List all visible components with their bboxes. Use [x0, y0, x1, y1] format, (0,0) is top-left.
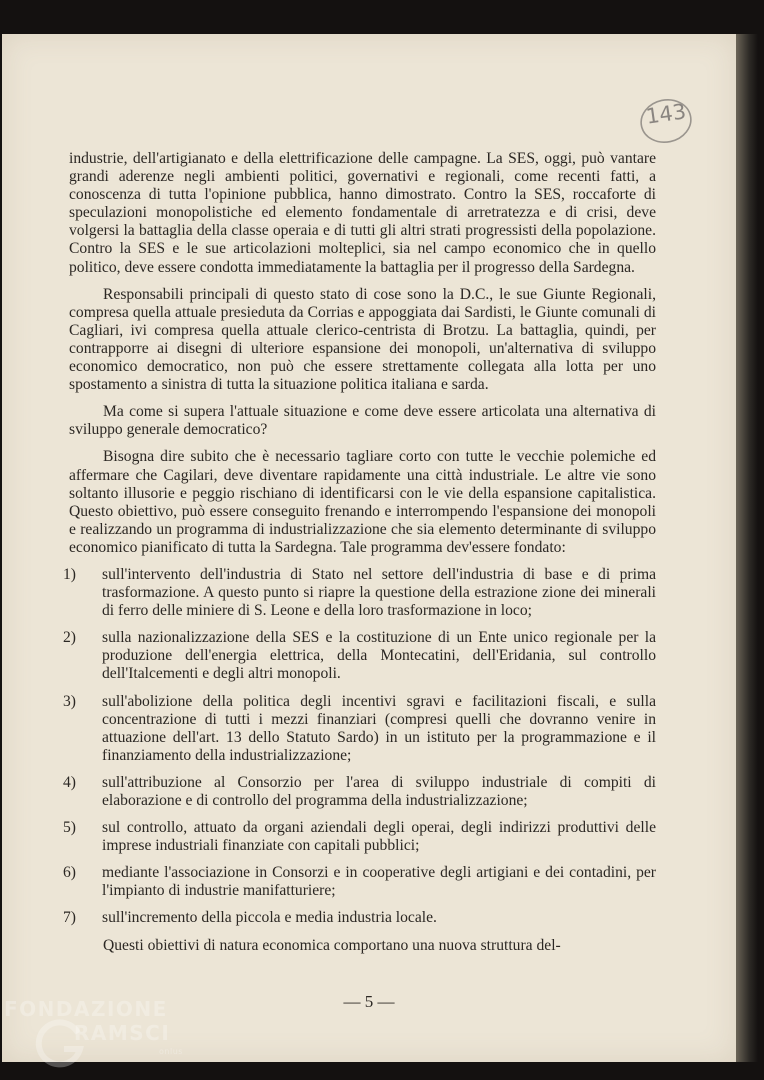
page-number: — 5 —	[343, 992, 395, 1011]
book-spine-shadow	[736, 34, 758, 1062]
list-item-number: 3)	[63, 692, 76, 710]
list-item	[63, 909, 656, 927]
list-item-number: 7)	[63, 909, 76, 927]
list-item-number: 4)	[63, 773, 76, 791]
closing-line: Questi obiettivi di natura economica comportano una nuova struttura del-	[103, 936, 561, 954]
paragraph: Bisogna dire subito che è necessario tagliare corto con tutte le vecchie polemiche ed affermare che Cagilari, deve diventare rapidamente una città industriale. Le altre vie sono soltanto illusorie e peggio rischiano di identificarsi con le vie della espansione capitalistica. Questo obiettivo, può essere conseguito frenando e interrompendo l'espansione dei monopoli e realizzando un programma di industrializzazione che sia elemento determinante di sviluppo economico pianificato di tutta la Sardegna. Tale programma dev'essere fondato:	[69, 448, 656, 556]
list-item-number: 1)	[63, 565, 76, 583]
archive-number: 143	[644, 99, 688, 129]
list-item	[63, 819, 656, 855]
list-item-text: sull'incremento della piccola e media industria locale.	[102, 909, 437, 927]
list-item-text: sulla nazionalizzazione della SES e la costituzione di un Ente unico regionale per la produzione dell'energia elettrica, della Montecatini, dell'Eridania, sul controllo dell'Italcementi e degli altri monopoli.	[102, 629, 656, 683]
watermark-line-2: RAMSCI	[74, 1021, 171, 1045]
body-text	[63, 150, 656, 964]
document-page	[2, 34, 736, 1062]
archive-page-mark	[638, 96, 694, 146]
list-item-number: 5)	[63, 819, 76, 837]
list-item-text: mediante l'associazione in Consorzi e in cooperative degli artigiani e dei contadini, per l'impianto di industrie manifatturiere;	[102, 864, 656, 900]
list-item-text: sull'intervento dell'industria di Stato nel settore dell'industria di base e di prima trasformazione. A questo punto si riapre la questione della estrazione zione dei minerali di ferro delle miniere di S. Leone e della loro trasformazione in loco;	[102, 565, 656, 620]
list-item	[63, 629, 656, 683]
program-points-list	[63, 565, 656, 928]
paragraph: industrie, dell'artigianato e della elettrificazione delle campagne. La SES, oggi, può vantare grandi aderenze negli ambienti politici, governativi e regionali, come recenti fatti, a conoscenza di tutta l'opinione pubblica, hanno dimostrato. Contro la SES, roccaforte di speculazioni monopolistiche ed elemento fondamentale di arretratezza e di crisi, deve volgersi la battaglia della classe operaia e di tutti gli altri strati progressisti della popolazione. Contro la SES e le sue articolazioni molteplici, sia nel campo economico che in quello politico, deve essere condotta immediatamente la battaglia per il progresso della Sardegna.	[69, 150, 656, 276]
list-item-text: sul controllo, attuato da organi aziendali degli operai, degli indirizzi produttivi delle imprese industriali finanziate con capitali pubblici;	[102, 819, 656, 855]
list-item-text: sull'abolizione della politica degli incentivi sgravi e facilitazioni fiscali, e sulla concentrazione di tutti i mezzi finanziari (compresi quelli che dovranno venire in attuazione dell'art. 13 dello Statuto Sardo) in un istituto per la programmazione e il finanziamento della industrializzazione;	[102, 692, 656, 764]
list-item	[63, 566, 656, 620]
list-item	[63, 864, 656, 900]
paragraph: Responsabili principali di questo stato di cose sono la D.C., le sue Giunte Regionali, compresa quella attuale presieduta da Corrias e appoggiata dai Sardisti, le Giunte comunali di Cagliari, ivi compresa quella attuale clerico-centrista di Brotzu. La battaglia, quindi, per contrapporre ai disegni di ulteriore espansione dei monopoli, un'alternativa di sviluppo economico democratico, non può che essere strettamente collegata alla lotta per uno spostamento a sinistra di tutta la situazione politica italiana e sarda.	[69, 285, 656, 394]
list-item	[63, 693, 656, 765]
paragraph: Ma come si supera l'attuale situazione e come deve essere articolata una alternativa di sviluppo generale democratico?	[69, 403, 656, 439]
list-item-number: 2)	[63, 629, 76, 647]
watermark-logo	[4, 997, 194, 1077]
list-item	[63, 774, 656, 810]
list-item-text: sull'attribuzione al Consorzio per l'area di sviluppo industriale di compiti di elaborazione e di controllo del programma della industrializzazione;	[102, 773, 656, 809]
watermark-line-1: FONDAZIONE	[4, 997, 168, 1021]
watermark-line-3: onlus	[159, 1047, 183, 1056]
list-item-number: 6)	[63, 864, 76, 882]
